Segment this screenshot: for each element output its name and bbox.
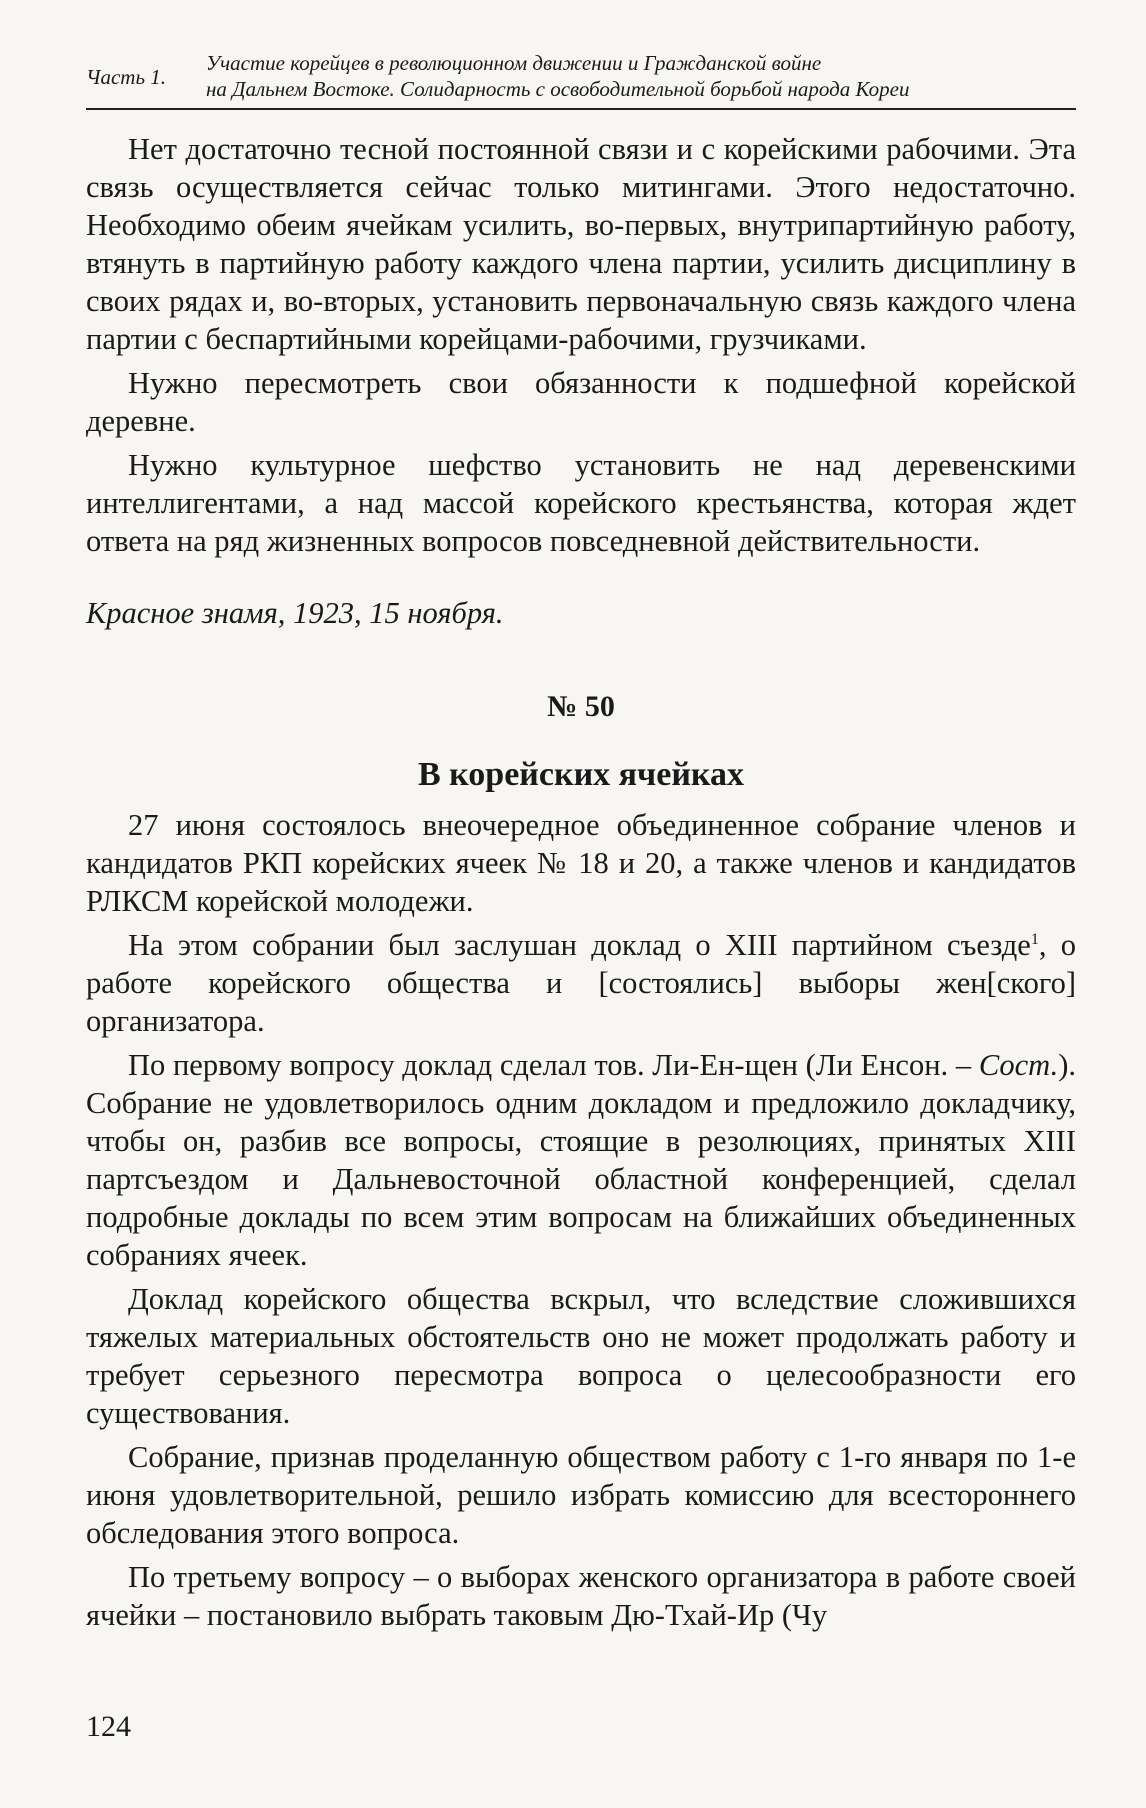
- paragraph: По третьему вопросу – о выборах женского организатора в работе своей ячейки – постановило выбрать таковым Дю-Тхай-Ир (Чу: [86, 1560, 1076, 1632]
- footnote-marker[interactable]: 1: [1030, 930, 1039, 948]
- paragraph: 27 июня состоялось внеочередное объединенное собрание членов и кандидатов РКП корейских ячеек № 18 и 20, а также членов и кандидатов РЛКСМ корейской молодежи.: [86, 808, 1076, 918]
- paragraph: Доклад корейского общества вскрыл, что вследствие сложившихся тяжелых материальных обстоятельств оно не может продолжать работу и требует серьезного пересмотра вопроса о целесообразности его существования.: [86, 1282, 1076, 1430]
- header-title-line-1: Участие корейцев в революционном движении и Гражданской войне: [206, 51, 822, 75]
- paragraph: Нет достаточно тесной постоянной связи и с корейскими рабочими. Эта связь осуществляется сейчас только митингами. Этого недостаточно. Необходимо обеим ячейкам усилить, во-первых, внутрипартийную работу, втянуть в партийную работу каждого члена партии, усилить дисциплину в своих рядах и, во-вторых, установить первоначальную связь каждого члена партии с беспартийными корейцами-рабочими, грузчиками.: [86, 132, 1076, 356]
- document-title: В корейских ячейках: [417, 756, 744, 793]
- header-part-label: Часть 1.: [86, 65, 167, 89]
- header-divider: [86, 108, 1076, 110]
- header-title-line-2: на Дальнем Востоке. Солидарность с освободительной борьбой народа Кореи: [206, 77, 910, 101]
- source-citation: Красное знамя, 1923, 15 ноября.: [86, 596, 504, 630]
- document-number: № 50: [547, 690, 615, 723]
- header-title: [206, 50, 1076, 102]
- paragraph: По первому вопросу доклад сделал тов. Ли-Ен-щен (Ли Енсон. – Сост.). Собрание не удовлетворилось одним докладом и предложило докладчику, чтобы он, разбив все вопросы, стоящие в резолюциях, принятых XIII партсъездом и Дальневосточной областной конференцией, сделал подробные доклады по всем этим вопросам на ближайших объединенных собраниях ячеек.: [86, 1048, 1076, 1272]
- paragraph: Нужно пересмотреть свои обязанности к подшефной корейской деревне.: [86, 366, 1076, 438]
- page-number: 124: [86, 1710, 131, 1743]
- paragraph: Собрание, признав проделанную обществом работу с 1-го января по 1-е июня удовлетворительной, решило избрать комиссию для всестороннего обследования этого вопроса.: [86, 1440, 1076, 1550]
- paragraph: Нужно культурное шефство установить не над деревенскими интеллигентами, а над массой корейского крестьянства, которая ждет ответа на ряд жизненных вопросов повседневной действительности.: [86, 448, 1076, 558]
- main-text: [86, 130, 1076, 1634]
- paragraph: На этом собрании был заслушан доклад о XIII партийном съезде$^1$, о работе корейского общества и [состоялись] выборы жен[ского] организатора.: [86, 928, 1077, 1038]
